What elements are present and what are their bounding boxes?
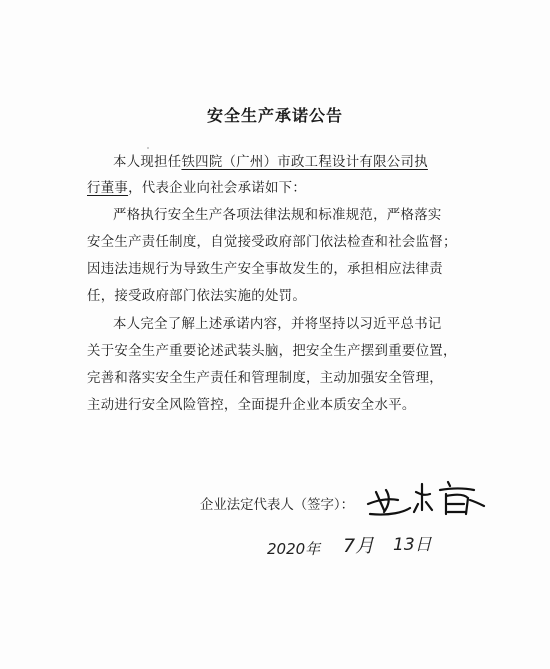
para1-line2: [87, 179, 306, 199]
para3-line2: 关于安全生产重要论述武装头脑，把安全生产摆到重要位置，: [87, 344, 457, 359]
handwritten-date: [265, 530, 445, 566]
page-title: 安全生产承诺公告: [206, 106, 343, 125]
scan-speck: [147, 147, 149, 149]
signature-label: 企业法定代表人（签字）：: [200, 498, 354, 513]
handwritten-signature: [360, 470, 500, 520]
para1-prefix: 本人现担任: [113, 155, 182, 170]
date-year: 2020年: [267, 540, 321, 558]
position-title: 行董事: [87, 181, 129, 196]
para3-line4: 主动进行安全风险管控，全面提升企业本质安全水平。: [87, 398, 416, 413]
para1-suffix: ，代表企业向社会承诺如下：: [128, 181, 307, 196]
para3-line3: 完善和落实安全生产责任和管理制度，主动加强安全管理，: [87, 371, 443, 386]
para2-line4: 任，接受政府部门依法实施的处罚。: [87, 289, 307, 304]
date-day: 13日: [393, 535, 432, 555]
para1-line1: [113, 153, 428, 173]
para3-line1: 本人完全了解上述承诺内容，并将坚持以习近平总书记: [113, 317, 442, 332]
para2-line1: 严格执行安全生产各项法律法规和标准规范，严格落实: [113, 208, 442, 223]
para2-line2: 安全生产责任制度，自觉接受政府部门依法检查和社会监督；: [87, 235, 457, 250]
para2-line3: 因违法违规行为导致生产安全事故发生的，承担相应法律责: [87, 262, 443, 277]
date-month: 7月: [343, 535, 375, 557]
company-name-part1: 铁四院（广州）市政工程设计有限公司执: [181, 155, 428, 170]
